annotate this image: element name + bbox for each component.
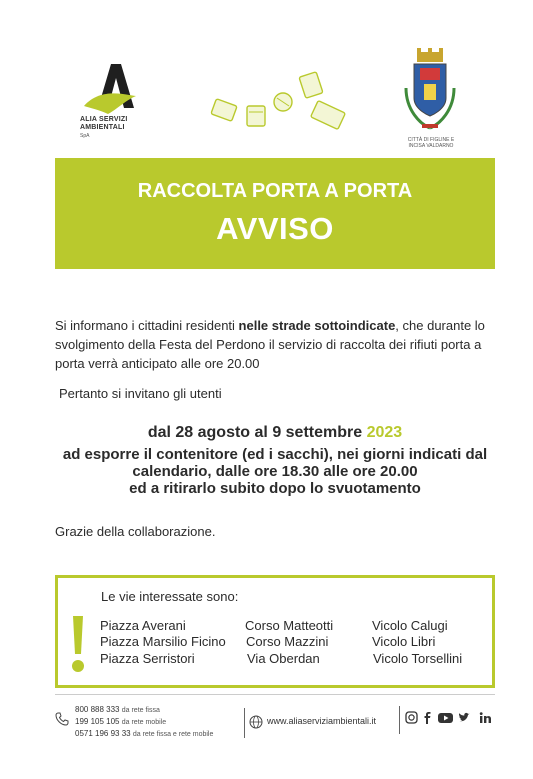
phone-note: da rete mobile [121,719,167,726]
street-item: Piazza Averani [100,618,186,633]
notice-dates [55,422,495,443]
alia-logo-icon [80,60,150,150]
street-item: Via Oberdan [247,651,320,666]
phone-note: da rete fissa [121,707,160,714]
footer-separator [244,708,245,738]
dates-text: dal 28 agosto al 9 settembre [147,424,367,441]
waste-containers-illustration-icon [205,62,355,142]
notice-instructions [55,446,495,497]
phone-note: da rete fissa e rete mobile [132,731,214,738]
phone-line-3 [75,728,213,740]
footer-divider [55,694,495,695]
youtube-icon[interactable] [438,713,453,723]
phone-number[interactable]: 0571 196 93 33 [75,729,131,738]
phone-number[interactable]: 199 105 105 [75,717,120,726]
street-item: Vicolo Torsellini [373,651,463,666]
footer-separator [399,706,400,734]
street-item: Piazza Serristori [100,651,195,666]
twitter-icon[interactable] [459,713,470,721]
town-crest-icon [400,48,460,138]
phone-line-2 [75,716,213,728]
exclamation-icon [70,614,86,674]
streets-title: Le vie interessate sono: [101,589,239,604]
alia-logo-text: ALIA SERVIZI AMBIENTALI [80,116,128,131]
notice-intro [55,316,495,373]
phone-icon [55,712,69,726]
street-item: Vicolo Libri [372,634,436,649]
alia-logo-suffix: SpA [80,133,90,139]
intro-text-bold: nelle strade sottoindicate [238,318,396,333]
footer-phones [75,704,213,740]
website-link[interactable]: www.aliaserviziambientali.it [267,716,377,726]
notice-banner [55,158,495,269]
banner-title: RACCOLTA PORTA A PORTA [137,180,413,202]
street-item: Vicolo Calugi [372,618,448,633]
social-icons [405,710,495,726]
instructions-line-1: ad esporre il contenitore (ed i sacchi), nei giorni indicati dal [62,446,488,463]
banner-heading: AVVISO [216,211,334,246]
street-item: Piazza Marsilio Ficino [100,634,226,649]
instagram-icon[interactable] [406,712,417,723]
street-item: Corso Matteotti [245,618,334,633]
dates-year: 2023 [366,424,403,441]
globe-icon [249,715,263,729]
phone-number[interactable]: 800 888 333 [75,705,120,714]
phone-line-1 [75,704,213,716]
intro-text-start: Si informano i cittadini residenti [55,318,239,333]
notice-invite: Pertanto si invitano gli utenti [59,386,222,401]
linkedin-icon[interactable] [480,712,491,723]
crest-caption: CITTÀ DI FIGLINE E INCISA VALDARNO [407,137,455,149]
notice-thanks: Grazie della collaborazione. [55,524,216,539]
facebook-icon[interactable] [425,712,431,724]
streets-box [55,575,495,688]
instructions-line-2: calendario, dalle ore 18.30 alle ore 20.00 [132,463,418,480]
street-item: Corso Mazzini [246,634,329,649]
instructions-line-3: ed a ritirarlo subito dopo lo svuotamento [129,480,421,497]
intro-text-end: , che durante lo svolgimento della Festa del Perdono il servizio di raccolta dei rifiuti porta a porta verrà anticipato alle ore 20.00 [55,318,485,371]
